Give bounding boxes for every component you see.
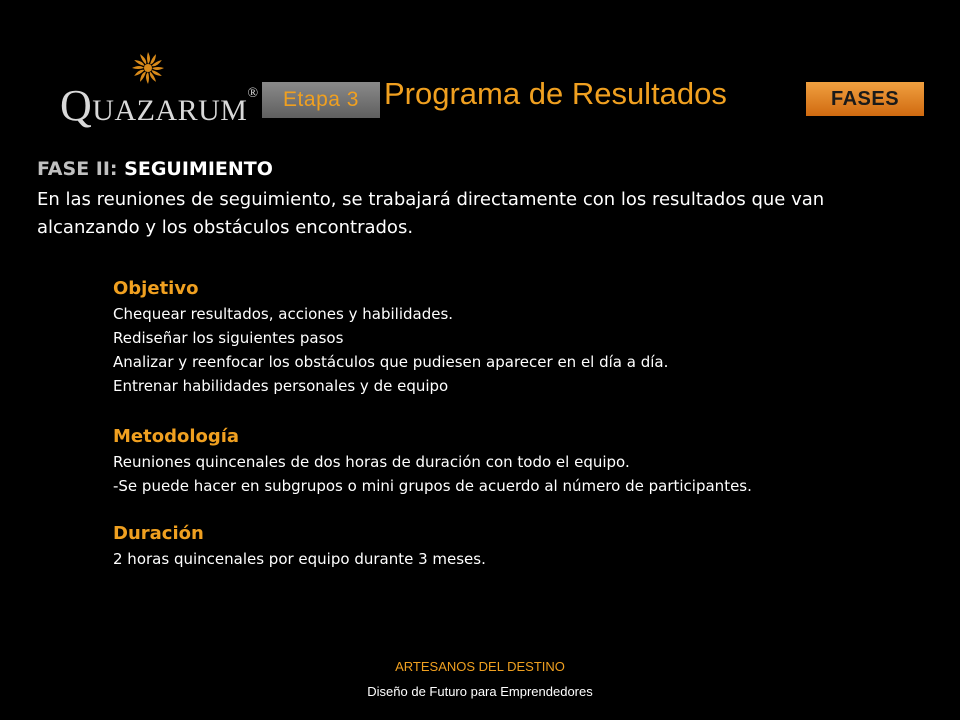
section-line: 2 horas quincenales por equipo durante 3 meses. bbox=[113, 550, 486, 568]
phase-intro: En las reuniones de seguimiento, se trabajará directamente con los resultados que van alcanzando y los obstáculos encontrados. bbox=[37, 189, 825, 238]
footer-brand: ARTESANOS DEL DESTINO bbox=[395, 659, 565, 674]
phase-name: SEGUIMIENTO bbox=[124, 158, 273, 180]
logo-rest: UAZARUM bbox=[92, 94, 248, 127]
phase-heading bbox=[37, 158, 273, 180]
phase-label: FASE II: bbox=[37, 158, 118, 180]
section-duracion bbox=[113, 521, 943, 571]
section-line: -Se puede hacer en subgrupos o mini grupos de acuerdo al número de participantes. bbox=[113, 477, 752, 495]
etapa-badge: Etapa 3 bbox=[262, 82, 380, 118]
section-line: Reuniones quincenales de dos horas de duración con todo el equipo. bbox=[113, 453, 630, 471]
section-line: Rediseñar los siguientes pasos bbox=[113, 329, 344, 347]
logo-initial: Q bbox=[60, 81, 93, 130]
section-title: Duración bbox=[113, 523, 204, 544]
section-title: Objetivo bbox=[113, 278, 199, 299]
section-metodologia bbox=[113, 424, 943, 498]
page-title: Programa de Resultados bbox=[384, 76, 727, 111]
fases-button[interactable]: FASES bbox=[806, 82, 924, 116]
logo-registered: ® bbox=[247, 86, 259, 101]
section-title: Metodología bbox=[113, 426, 240, 447]
section-objetivo bbox=[113, 276, 943, 398]
section-line: Entrenar habilidades personales y de equipo bbox=[113, 377, 449, 395]
section-line: Analizar y reenfocar los obstáculos que pudiesen aparecer en el día a día. bbox=[113, 353, 669, 371]
footer-tagline: Diseño de Futuro para Emprendedores bbox=[367, 684, 593, 699]
quazarum-logo bbox=[60, 50, 259, 130]
logo-wordmark bbox=[60, 80, 259, 131]
section-line: Chequear resultados, acciones y habilidades. bbox=[113, 305, 454, 323]
